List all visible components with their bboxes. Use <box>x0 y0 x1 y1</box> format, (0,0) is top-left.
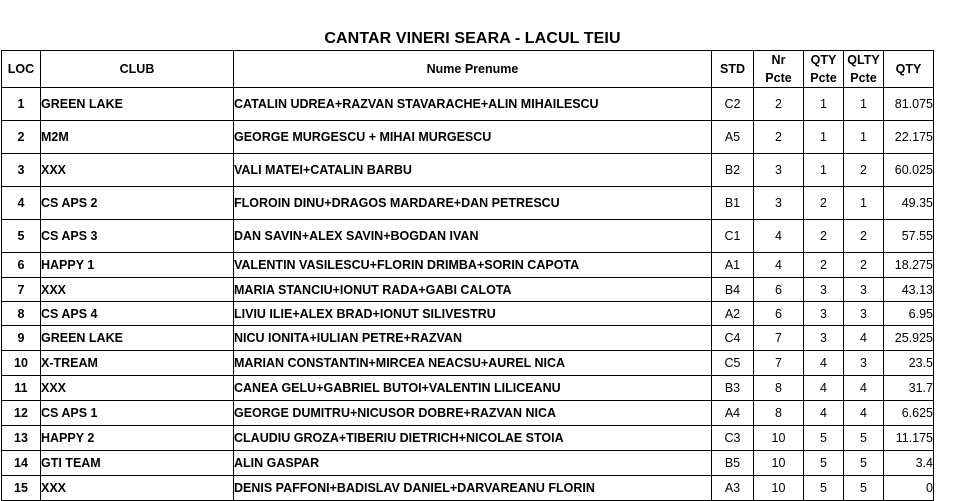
header-qty-line1: QTY <box>810 53 837 67</box>
cell-name: ALIN GASPAR <box>234 451 712 476</box>
cell-std: B4 <box>712 278 754 302</box>
cell-club: CS APS 1 <box>41 401 234 426</box>
cell-qty-pcte: 1 <box>804 154 844 187</box>
cell-total-qty: 31.7 <box>884 376 934 401</box>
cell-qty-pcte: 4 <box>804 351 844 376</box>
cell-club: CS APS 2 <box>41 187 234 220</box>
cell-nr-pcte: 3 <box>754 187 804 220</box>
cell-nr-pcte: 8 <box>754 376 804 401</box>
results-table <box>1 50 934 501</box>
cell-loc: 3 <box>2 154 41 187</box>
cell-std: A5 <box>712 121 754 154</box>
cell-qlty-pcte: 5 <box>844 451 884 476</box>
cell-qlty-pcte: 4 <box>844 401 884 426</box>
header-club: CLUB <box>41 51 234 88</box>
cell-total-qty: 6.625 <box>884 401 934 426</box>
cell-qlty-pcte: 3 <box>844 351 884 376</box>
cell-loc: 14 <box>2 451 41 476</box>
cell-std: B1 <box>712 187 754 220</box>
cell-qlty-pcte: 2 <box>844 154 884 187</box>
cell-club: XXX <box>41 278 234 302</box>
table-body <box>2 88 934 501</box>
cell-loc: 7 <box>2 278 41 302</box>
cell-name: DAN SAVIN+ALEX SAVIN+BOGDAN IVAN <box>234 220 712 253</box>
table-row <box>2 88 934 121</box>
cell-total-qty: 11.175 <box>884 426 934 451</box>
cell-qlty-pcte: 5 <box>844 426 884 451</box>
cell-total-qty: 81.075 <box>884 88 934 121</box>
table-row <box>2 220 934 253</box>
cell-name: MARIA STANCIU+IONUT RADA+GABI CALOTA <box>234 278 712 302</box>
cell-std: C1 <box>712 220 754 253</box>
header-total-qty: QTY <box>884 51 934 88</box>
cell-name: LIVIU ILIE+ALEX BRAD+IONUT SILIVESTRU <box>234 302 712 326</box>
cell-nr-pcte: 6 <box>754 302 804 326</box>
header-qty-pcte <box>804 51 844 88</box>
header-qlty-pcte <box>844 51 884 88</box>
cell-club: X-TREAM <box>41 351 234 376</box>
cell-std: C4 <box>712 326 754 351</box>
cell-total-qty: 49.35 <box>884 187 934 220</box>
cell-nr-pcte: 6 <box>754 278 804 302</box>
cell-name: GEORGE MURGESCU + MIHAI MURGESCU <box>234 121 712 154</box>
cell-nr-pcte: 7 <box>754 326 804 351</box>
cell-loc: 10 <box>2 351 41 376</box>
header-loc: LOC <box>2 51 41 88</box>
cell-qlty-pcte: 3 <box>844 278 884 302</box>
cell-std: A1 <box>712 253 754 278</box>
cell-qty-pcte: 2 <box>804 253 844 278</box>
cell-qty-pcte: 4 <box>804 376 844 401</box>
cell-total-qty: 0 <box>884 476 934 501</box>
cell-loc: 5 <box>2 220 41 253</box>
cell-qlty-pcte: 1 <box>844 121 884 154</box>
header-nr-line1: Nr <box>771 53 786 67</box>
cell-nr-pcte: 4 <box>754 220 804 253</box>
cell-std: B5 <box>712 451 754 476</box>
cell-club: GREEN LAKE <box>41 326 234 351</box>
table-row <box>2 278 934 302</box>
cell-std: A2 <box>712 302 754 326</box>
cell-loc: 1 <box>2 88 41 121</box>
cell-club: HAPPY 1 <box>41 253 234 278</box>
cell-nr-pcte: 2 <box>754 121 804 154</box>
cell-qlty-pcte: 2 <box>844 220 884 253</box>
cell-std: A4 <box>712 401 754 426</box>
table-row <box>2 187 934 220</box>
cell-qty-pcte: 5 <box>804 451 844 476</box>
header-nr-line2: Pcte <box>765 71 792 85</box>
cell-qty-pcte: 2 <box>804 187 844 220</box>
cell-loc: 8 <box>2 302 41 326</box>
header-qlty-line1: QLTY <box>847 53 880 67</box>
cell-loc: 11 <box>2 376 41 401</box>
cell-loc: 12 <box>2 401 41 426</box>
cell-std: C2 <box>712 88 754 121</box>
table-row <box>2 121 934 154</box>
cell-total-qty: 43.13 <box>884 278 934 302</box>
table-row <box>2 302 934 326</box>
table-row <box>2 426 934 451</box>
cell-total-qty: 6.95 <box>884 302 934 326</box>
cell-nr-pcte: 2 <box>754 88 804 121</box>
cell-nr-pcte: 7 <box>754 351 804 376</box>
cell-qlty-pcte: 5 <box>844 476 884 501</box>
header-name: Nume Prenume <box>234 51 712 88</box>
table-row <box>2 451 934 476</box>
cell-qty-pcte: 5 <box>804 476 844 501</box>
cell-std: A3 <box>712 476 754 501</box>
cell-nr-pcte: 10 <box>754 426 804 451</box>
cell-qlty-pcte: 3 <box>844 302 884 326</box>
cell-qty-pcte: 3 <box>804 278 844 302</box>
cell-club: XXX <box>41 476 234 501</box>
cell-loc: 2 <box>2 121 41 154</box>
table-header-row <box>2 51 934 88</box>
cell-std: C5 <box>712 351 754 376</box>
cell-qty-pcte: 3 <box>804 302 844 326</box>
cell-qty-pcte: 1 <box>804 121 844 154</box>
cell-name: CATALIN UDREA+RAZVAN STAVARACHE+ALIN MIHAILESCU <box>234 88 712 121</box>
page-title: CANTAR VINERI SEARA - LACUL TEIU <box>324 30 621 47</box>
cell-loc: 6 <box>2 253 41 278</box>
cell-qlty-pcte: 1 <box>844 88 884 121</box>
cell-name: NICU IONITA+IULIAN PETRE+RAZVAN <box>234 326 712 351</box>
cell-club: CS APS 4 <box>41 302 234 326</box>
cell-loc: 9 <box>2 326 41 351</box>
cell-qty-pcte: 4 <box>804 401 844 426</box>
cell-total-qty: 57.55 <box>884 220 934 253</box>
cell-nr-pcte: 8 <box>754 401 804 426</box>
cell-total-qty: 22.175 <box>884 121 934 154</box>
table-row <box>2 401 934 426</box>
cell-qty-pcte: 1 <box>804 88 844 121</box>
cell-qlty-pcte: 1 <box>844 187 884 220</box>
cell-total-qty: 18.275 <box>884 253 934 278</box>
cell-total-qty: 3.4 <box>884 451 934 476</box>
cell-total-qty: 60.025 <box>884 154 934 187</box>
cell-name: VALI MATEI+CATALIN BARBU <box>234 154 712 187</box>
cell-loc: 13 <box>2 426 41 451</box>
table-row <box>2 351 934 376</box>
cell-total-qty: 23.5 <box>884 351 934 376</box>
table-row <box>2 154 934 187</box>
cell-name: CANEA GELU+GABRIEL BUTOI+VALENTIN LILICEANU <box>234 376 712 401</box>
cell-nr-pcte: 10 <box>754 476 804 501</box>
cell-name: DENIS PAFFONI+BADISLAV DANIEL+DARVAREANU FLORIN <box>234 476 712 501</box>
cell-std: C3 <box>712 426 754 451</box>
cell-club: GTI TEAM <box>41 451 234 476</box>
table-row <box>2 253 934 278</box>
cell-name: GEORGE DUMITRU+NICUSOR DOBRE+RAZVAN NICA <box>234 401 712 426</box>
header-qty-line2: Pcte <box>810 71 837 85</box>
cell-club: CS APS 3 <box>41 220 234 253</box>
cell-loc: 15 <box>2 476 41 501</box>
cell-qlty-pcte: 4 <box>844 376 884 401</box>
header-qlty-line2: Pcte <box>850 71 877 85</box>
cell-qty-pcte: 2 <box>804 220 844 253</box>
cell-nr-pcte: 10 <box>754 451 804 476</box>
table-row <box>2 326 934 351</box>
cell-name: FLOROIN DINU+DRAGOS MARDARE+DAN PETRESCU <box>234 187 712 220</box>
cell-club: GREEN LAKE <box>41 88 234 121</box>
cell-name: MARIAN CONSTANTIN+MIRCEA NEACSU+AUREL NICA <box>234 351 712 376</box>
header-std: STD <box>712 51 754 88</box>
cell-club: HAPPY 2 <box>41 426 234 451</box>
cell-total-qty: 25.925 <box>884 326 934 351</box>
cell-std: B2 <box>712 154 754 187</box>
cell-qty-pcte: 3 <box>804 326 844 351</box>
header-nr-pcte <box>754 51 804 88</box>
cell-qlty-pcte: 2 <box>844 253 884 278</box>
cell-club: XXX <box>41 376 234 401</box>
cell-nr-pcte: 3 <box>754 154 804 187</box>
cell-std: B3 <box>712 376 754 401</box>
table-row <box>2 476 934 501</box>
cell-nr-pcte: 4 <box>754 253 804 278</box>
table-row <box>2 376 934 401</box>
cell-loc: 4 <box>2 187 41 220</box>
cell-club: XXX <box>41 154 234 187</box>
cell-name: VALENTIN VASILESCU+FLORIN DRIMBA+SORIN CAPOTA <box>234 253 712 278</box>
cell-qlty-pcte: 4 <box>844 326 884 351</box>
cell-club: M2M <box>41 121 234 154</box>
cell-name: CLAUDIU GROZA+TIBERIU DIETRICH+NICOLAE STOIA <box>234 426 712 451</box>
cell-qty-pcte: 5 <box>804 426 844 451</box>
